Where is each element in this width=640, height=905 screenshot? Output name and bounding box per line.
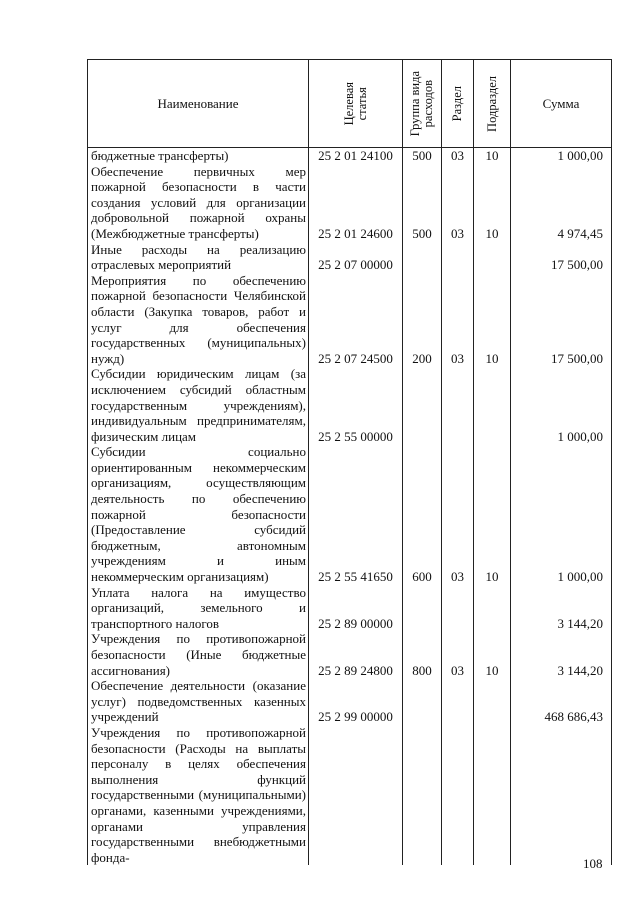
row-group: 600 (403, 444, 442, 584)
table-body (88, 148, 612, 866)
row-group (403, 725, 442, 865)
table-row (88, 366, 612, 444)
table-row (88, 242, 612, 273)
row-group (403, 242, 442, 273)
header-section (442, 60, 474, 148)
row-name: Мероприятия по обеспечению пожарной безопасности Челябинской области (Закупка товаров, работ и услуг для обеспечения государственных (муниципальных) нужд) (88, 273, 309, 367)
table-row (88, 631, 612, 678)
table-row (88, 148, 612, 164)
header-article (309, 60, 403, 148)
row-subsection (474, 585, 511, 632)
row-section (442, 585, 474, 632)
row-group: 800 (403, 631, 442, 678)
header-subsection-label: Подраздел (484, 75, 499, 132)
row-subsection: 10 (474, 148, 511, 164)
row-name: бюджетные трансферты) (88, 148, 309, 164)
row-section: 03 (442, 164, 474, 242)
table-row (88, 678, 612, 725)
row-sum: 1 000,00 (511, 444, 612, 584)
row-subsection (474, 725, 511, 865)
header-subsection (474, 60, 511, 148)
table-row (88, 585, 612, 632)
row-group: 200 (403, 273, 442, 367)
row-section: 03 (442, 444, 474, 584)
row-group (403, 678, 442, 725)
row-subsection: 10 (474, 164, 511, 242)
row-article: 25 2 01 24100 (309, 148, 403, 164)
row-article (309, 725, 403, 865)
row-article: 25 2 55 41650 (309, 444, 403, 584)
page-number: 108 (583, 856, 603, 871)
table-row (88, 444, 612, 584)
row-name: Субсидии социально ориентированным некоммерческим организациям, осуществляющим деятельность по обеспечению пожарной безопасности (Предоставление субсидий бюджетным, автономным учреждениям и иным некоммерческим организациям) (88, 444, 309, 584)
row-article: 25 2 99 00000 (309, 678, 403, 725)
row-article: 25 2 89 00000 (309, 585, 403, 632)
row-subsection (474, 678, 511, 725)
row-group (403, 585, 442, 632)
row-section (442, 678, 474, 725)
table-row (88, 273, 612, 367)
row-name: Иные расходы на реализацию отраслевых мероприятий (88, 242, 309, 273)
row-article: 25 2 55 00000 (309, 366, 403, 444)
row-sum: 3 144,20 (511, 631, 612, 678)
row-group: 500 (403, 164, 442, 242)
table-row (88, 164, 612, 242)
row-name: Субсидии юридическим лицам (за исключением субсидий областным государственным учреждениям), индивидуальным предпринимателям, физическим лицам (88, 366, 309, 444)
row-sum: 4 974,45 (511, 164, 612, 242)
row-group: 500 (403, 148, 442, 164)
row-article: 25 2 07 24500 (309, 273, 403, 367)
row-group (403, 366, 442, 444)
row-subsection: 10 (474, 444, 511, 584)
header-group-label: Группа вида расходов (408, 70, 435, 137)
header-name: Наименование (88, 60, 309, 148)
header-section-label: Раздел (450, 85, 464, 122)
row-name: Уплата налога на имущество организаций, земельного и транспортного налогов (88, 585, 309, 632)
table-header (88, 60, 612, 148)
row-section: 03 (442, 631, 474, 678)
budget-table (87, 59, 612, 865)
row-sum: 17 500,00 (511, 273, 612, 367)
row-sum: 3 144,20 (511, 585, 612, 632)
row-section (442, 366, 474, 444)
header-article-label: Целевая статья (341, 81, 369, 126)
row-subsection (474, 242, 511, 273)
row-section: 03 (442, 273, 474, 367)
row-section: 03 (442, 148, 474, 164)
row-sum: 1 000,00 (511, 148, 612, 164)
row-article: 25 2 89 24800 (309, 631, 403, 678)
header-group (403, 60, 442, 148)
row-name: Обеспечение первичных мер пожарной безопасности в части создания условий для организации добровольной пожарной охраны (Межбюджетные трансферты) (88, 164, 309, 242)
row-section (442, 242, 474, 273)
row-article: 25 2 07 00000 (309, 242, 403, 273)
table-row (88, 725, 612, 865)
row-subsection: 10 (474, 631, 511, 678)
row-name: Учреждения по противопожарной безопасности (Иные бюджетные ассигнования) (88, 631, 309, 678)
row-subsection (474, 366, 511, 444)
row-article: 25 2 01 24600 (309, 164, 403, 242)
row-name: Учреждения по противопожарной безопасности (Расходы на выплаты персоналу в целях обеспечения выполнения функций государственными (муниципальными) органами, казенными учреждениями, органами управления государственными внебюджетными фонда- (88, 725, 309, 865)
row-name: Обеспечение деятельности (оказание услуг) подведомственных казенных учреждений (88, 678, 309, 725)
header-sum: Сумма (511, 60, 612, 148)
row-sum: 468 686,43 (511, 678, 612, 725)
row-sum (511, 725, 612, 865)
row-sum: 17 500,00 (511, 242, 612, 273)
row-sum: 1 000,00 (511, 366, 612, 444)
row-subsection: 10 (474, 273, 511, 367)
row-section (442, 725, 474, 865)
